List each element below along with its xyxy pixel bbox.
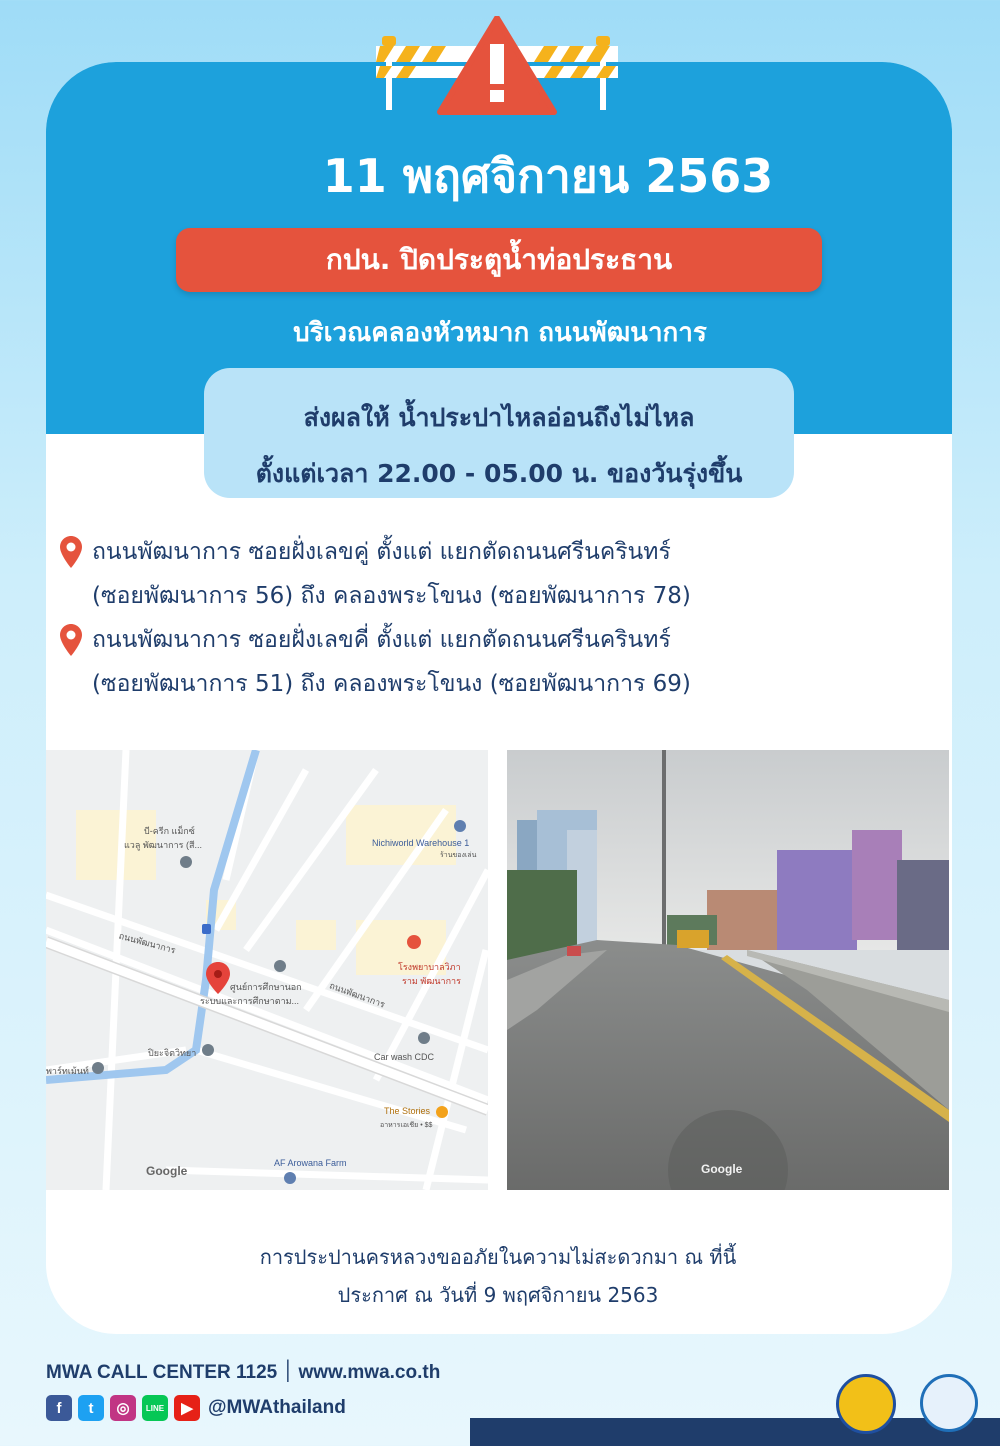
map-label: แวลู พัฒนาการ (สี... (124, 840, 202, 850)
effect-line-2: ตั้งแต่เวลา 22.00 - 05.00 น. ของวันรุ่งขึ้น (255, 459, 743, 488)
area-text: บริเวณคลองหัวหมาก ถนนพัฒนาการ (293, 318, 707, 348)
road-barrier-warning-icon (372, 16, 622, 116)
street-scene (507, 750, 949, 1190)
mwa-emblem-logo (836, 1374, 896, 1434)
map-label: ถนนพัฒนาการ (117, 930, 177, 956)
date-text: 11 พฤศจิกายน 2563 (322, 149, 774, 203)
apology-text (0, 1238, 996, 1314)
google-logo: Google (146, 1164, 188, 1178)
youtube-icon[interactable]: ▶ (174, 1395, 200, 1421)
effect-line-1: ส่งผลให้ น้ำประปาไหลอ่อนถึงไม่ไหล (303, 403, 695, 432)
map-label: ราม พัฒนาการ (402, 976, 461, 986)
location-line-2: (ซอยพัฒนาการ 51) ถึง คลองพระโขนง (ซอยพัฒนาการ 69) (92, 671, 691, 697)
line-icon[interactable]: LINE (142, 1395, 168, 1421)
map-label: ร้านของเล่น (440, 852, 477, 859)
social-bar (46, 1394, 346, 1422)
call-center-text: MWA CALL CENTER 1125 ׀ www.mwa.co.th (46, 1362, 441, 1383)
mwa-seal-logo (920, 1374, 978, 1432)
street-view-photo (507, 750, 949, 1190)
apology-line-1: การประปานครหลวงขออภัยในความไม่สะดวกมา ณ ที่นี้ (259, 1245, 737, 1269)
map-label: ศูนย์การศึกษานอก (230, 982, 302, 992)
map-label: The Stories (384, 1106, 431, 1116)
map-label: โรงพยาบาลวิภา (398, 962, 461, 972)
instagram-icon[interactable]: ◎ (110, 1395, 136, 1421)
location-item (62, 530, 942, 618)
map-pin-icon (60, 624, 82, 656)
social-handle[interactable]: @MWAthailand (208, 1397, 346, 1418)
effect-box (204, 368, 794, 498)
headline-banner: กปน. ปิดประตูน้ำท่อประธาน (176, 228, 822, 292)
location-line-1: ถนนพัฒนาการ ซอยฝั่งเลขคี่ ตั้งแต่ แยกตัดถนนศรีนครินทร์ (92, 627, 671, 653)
street-watermark: Google (701, 1162, 743, 1176)
map-label: ระบบและการศึกษาตาม... (200, 996, 300, 1006)
location-list (62, 530, 942, 706)
map-label: อาหารเอเชีย • $$ (380, 1122, 433, 1129)
location-item (62, 618, 942, 706)
map-label: ถนนพัฒนาการ (328, 980, 387, 1010)
map-pin-icon (60, 536, 82, 568)
map-label: Car wash CDC (374, 1052, 435, 1062)
facebook-icon[interactable]: f (46, 1395, 72, 1421)
map-label: Nichiworld Warehouse 1 (372, 838, 470, 848)
map-label: บี-ครีก แม็กซ์ (144, 826, 195, 836)
announcement-date-line: ประกาศ ณ วันที่ 9 พฤศจิกายน 2563 (337, 1283, 659, 1307)
twitter-icon[interactable]: t (78, 1395, 104, 1421)
map-label: ปิยะจิตวิทยา (148, 1048, 197, 1058)
location-line-2: (ซอยพัฒนาการ 56) ถึง คลองพระโขนง (ซอยพัฒนาการ 78) (92, 583, 691, 609)
location-line-1: ถนนพัฒนาการ ซอยฝั่งเลขคู่ ตั้งแต่ แยกตัดถนนศรีนครินทร์ (92, 539, 671, 565)
announcement-date (0, 140, 1000, 213)
location-map (46, 750, 488, 1190)
map-label: AF Arowana Farm (274, 1158, 347, 1168)
map-label: พาร์ทเม้นท์ (46, 1066, 89, 1076)
footer-stripe (470, 1418, 1000, 1446)
